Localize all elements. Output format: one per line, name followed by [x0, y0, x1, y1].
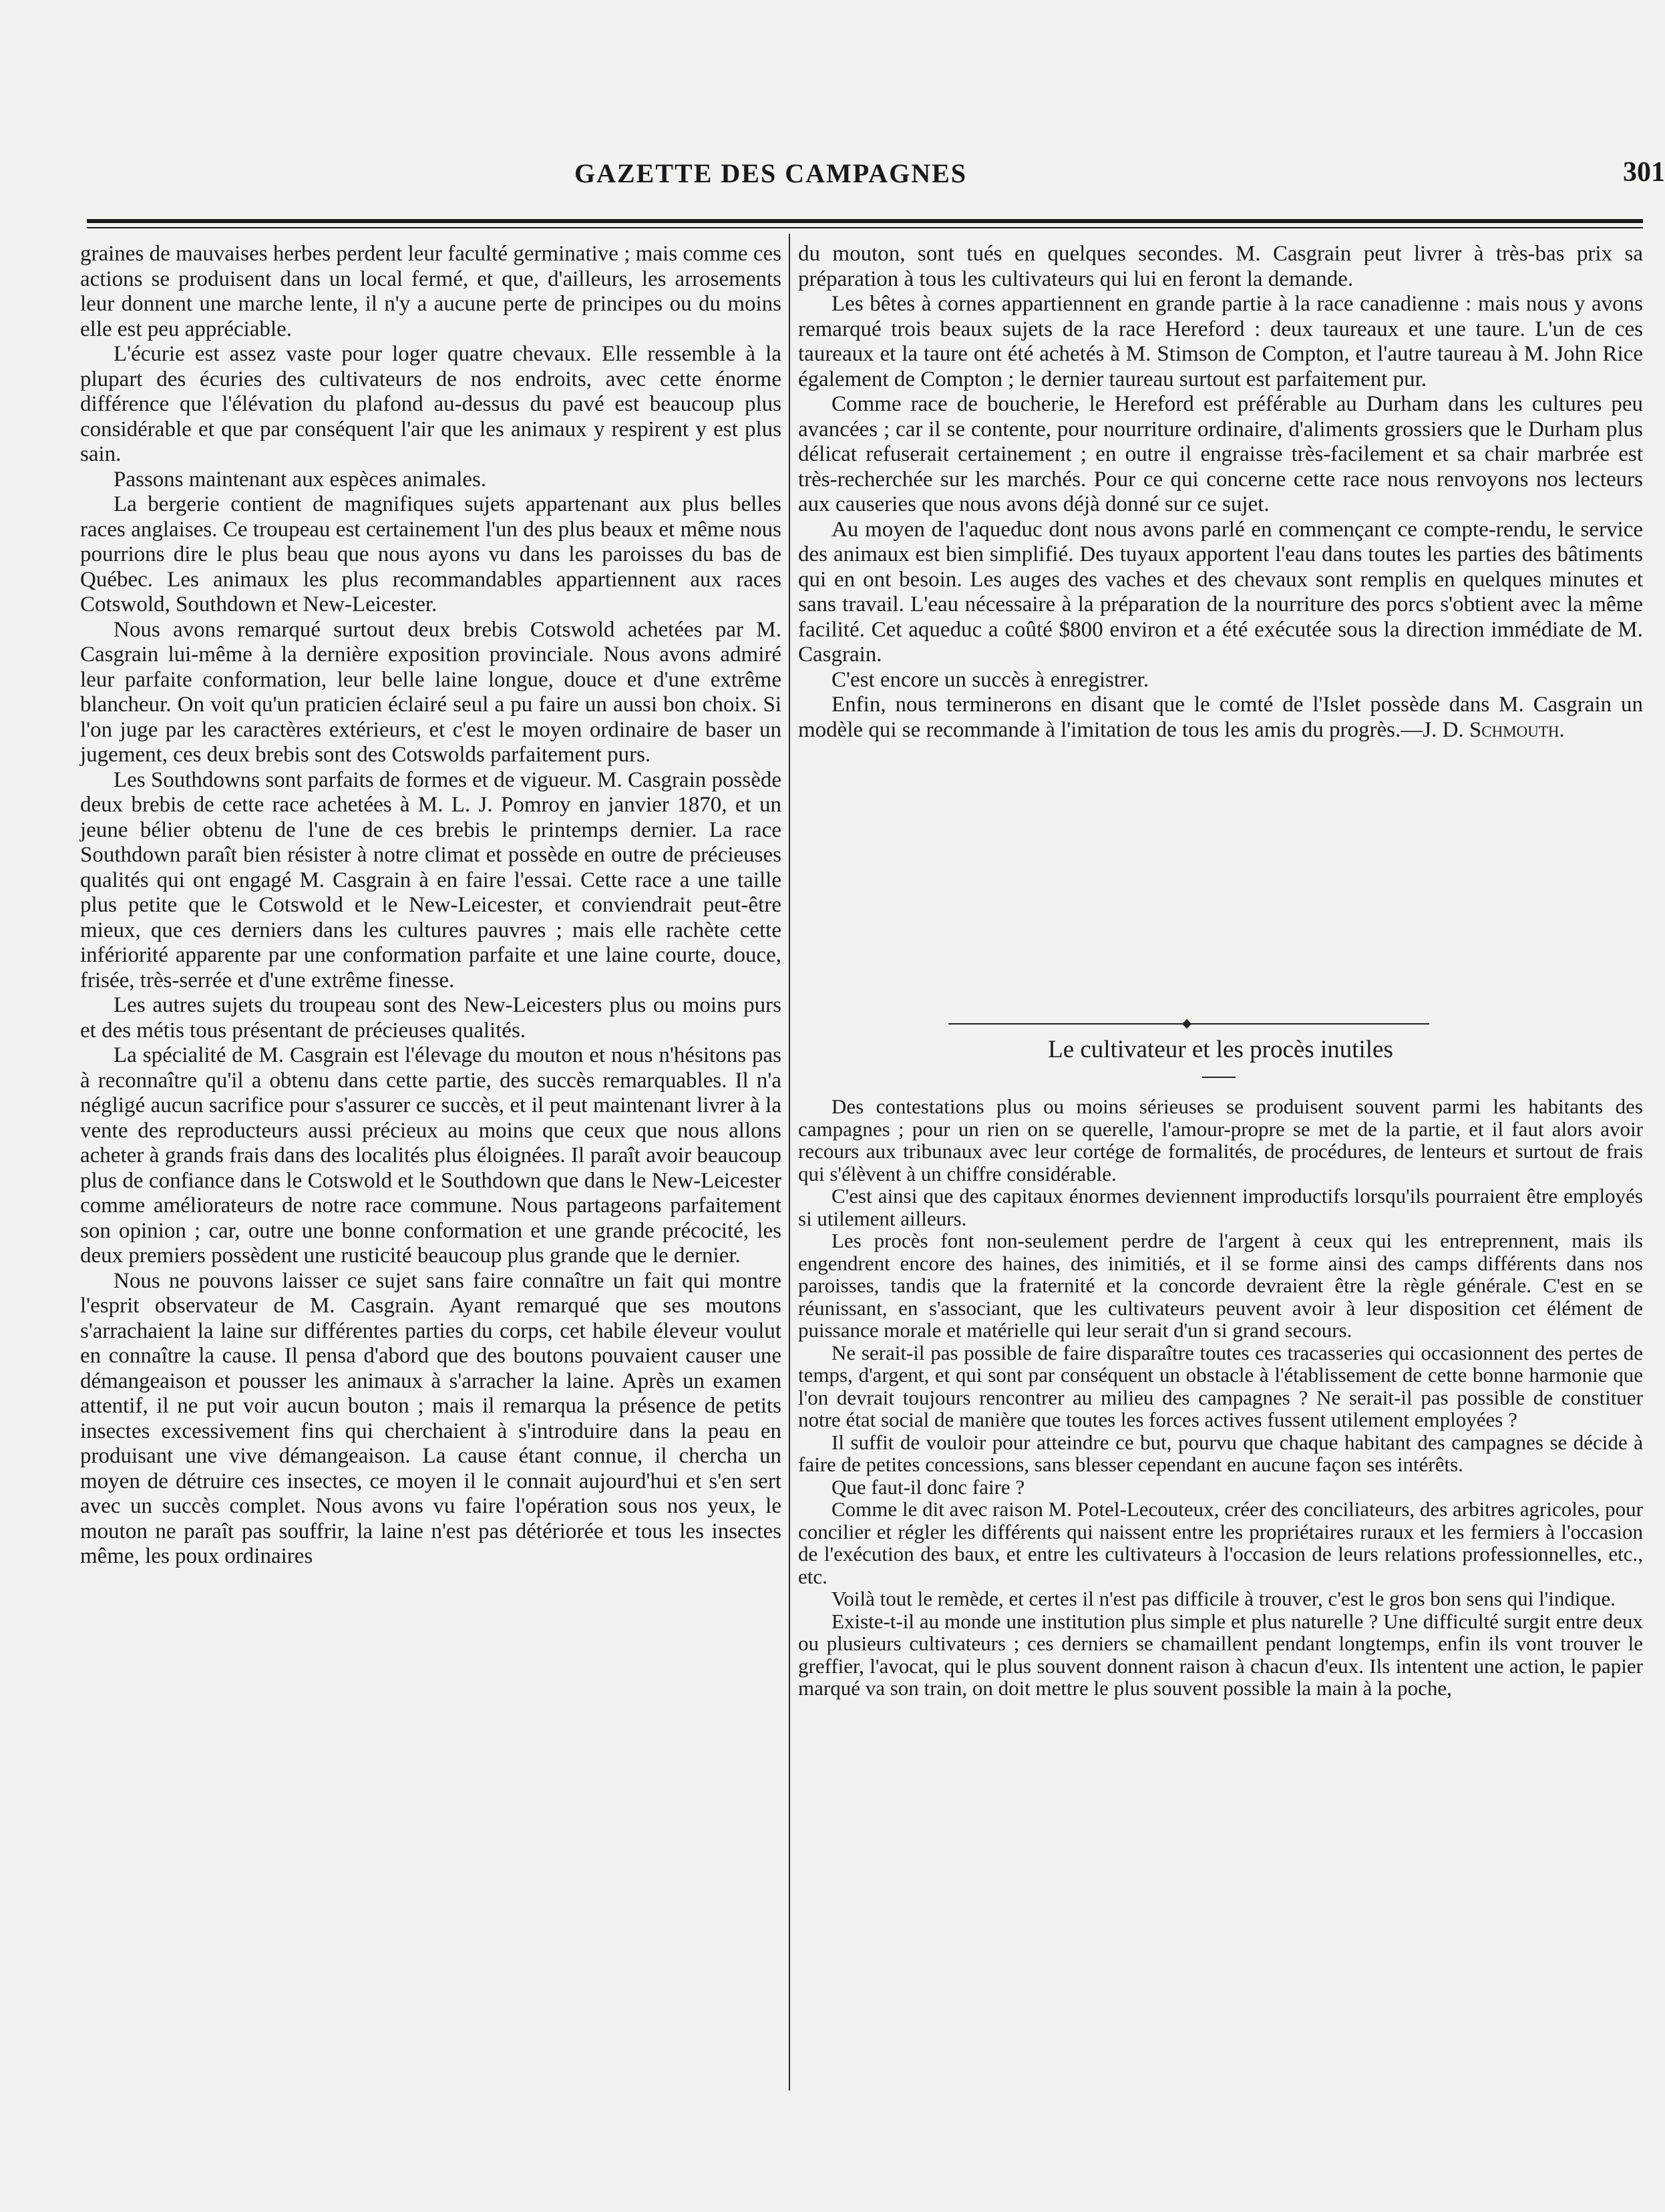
- paragraph: L'écurie est assez vaste pour loger quatre chevaux. Elle ressemble à la plupart des écuries des cultivateurs de nos endroits, avec cette énorme différence que l'élévation du plafond au-dessus du pavé est beaucoup plus considérable et que par conséquent l'air que les animaux y respirent y est plus sain.: [80, 342, 781, 466]
- article-title: Le cultivateur et les procès inutiles: [1048, 1036, 1393, 1063]
- paragraph: du mouton, sont tués en quelques secondes. M. Casgrain peut livrer à très-bas prix sa préparation à tous les cultivateurs qui lui en feront la demande.: [798, 242, 1643, 291]
- page-number: 301: [1623, 157, 1665, 188]
- left-column: [80, 242, 781, 1570]
- running-title: GAZETTE DES CAMPAGNES: [574, 158, 968, 188]
- column-divider: [789, 234, 790, 2090]
- paragraph-with-signature: [798, 693, 1643, 743]
- paragraph: Au moyen de l'aqueduc dont nous avons parlé en commençant ce compte-rendu, le service des animaux est bien simplifié. Des tuyaux apportent l'eau dans toutes les parties des bâtiments qui en ont besoin. Les auges des vaches et des chevaux sont remplis en quelques minutes et sans travail. L'eau nécessaire à la préparation de la nourriture des porcs s'obtient avec la même facilité. Cet aqueduc a coûté $800 environ et a été exécutée sous la direction immédiate de M. Casgrain.: [798, 517, 1643, 667]
- paragraph: Les procès font non-seulement perdre de l'argent à ceux qui les entreprennent, mais ils engendrent encore des haines, des inimitiés, et il se forme ainsi des camps différents dans nos paroisses, tandis que la fraternité et la concorde devraient être la règle générale. C'est en se réunissant, en s'associant, que les cultivateurs peuvent avoir à leur disposition cet élément de puissance morale et matérielle qui leur serait d'un si grand secours.: [798, 1229, 1643, 1342]
- paragraph: Les Southdowns sont parfaits de formes et de vigueur. M. Casgrain possède deux brebis de cette race achetées à M. L. J. Pomroy en janvier 1870, et un jeune bélier obtenu de l'une de ces brebis le printemps dernier. La race Southdown paraît bien résister à notre climat et possède en outre de précieuses qualités qui ont engagé M. Casgrain à en faire l'essai. Cette race a une taille plus petite que le Cotswold et le New-Leicester, et conviendrait peut-être mieux, que ces derniers dans les cultures pauvres ; mais elle rachète cette infériorité apparente par une conformation parfaite et une laine courte, douce, frisée, très-serrée et d'une extrême finesse.: [80, 767, 781, 992]
- paragraph: Comme le dit avec raison M. Potel-Lecouteux, créer des conciliateurs, des arbitres agricoles, pour concilier et régler les différents qui naissent entre les propriétaires ruraux et les fermiers à l'occasion de l'exécution des baux, et entre les cultivateurs à l'occasion de leurs relations professionnelles, etc., etc.: [798, 1497, 1643, 1588]
- paragraph: Nous ne pouvons laisser ce sujet sans faire connaître un fait qui montre l'esprit observateur de M. Casgrain. Ayant remarqué que ses moutons s'arrachaient la laine sur différentes parties du corps, cet habile éleveur voulut en connaître la cause. Il pensa d'abord que des boutons pouvaient causer une démangeaison et pousser les animaux à s'arracher la laine. Après un examen attentif, il ne put voir aucun bouton ; mais il remarqua la présence de petits insectes excessivement fins qui cherchaient à s'introduire dans la peau en produisant une vive démangeaison. La cause étant connue, il chercha un moyen de détruire ces insectes, ce moyen il le connait aujourd'hui et s'en sert avec un succès complet. Nous avons vu faire l'opération sous nos yeux, le mouton ne paraît pas souffrir, la laine n'est pas détériorée et tous les insectes même, les poux ordinaires: [80, 1268, 781, 1568]
- paragraph-text: Enfin, nous terminerons en disant que le comté de l'Islet possède dans M. Casgrain un modèle qui se recommande à l'imitation de tous les amis du progrès.—: [798, 693, 1643, 742]
- paragraph: Comme race de boucherie, le Hereford est préférable au Durham dans les cultures peu avancées ; car il se contente, pour nourriture ordinaire, d'aliments grossiers que le Durham plus délicat refuserait certainement ; en outre il engraisse très-facilement et sa chair marbrée est très-recherchée sur les marchés. Pour ce qui concerne cette race nous renvoyons nos lecteurs aux causeries que nous avons déjà donné sur ce sujet.: [798, 392, 1643, 516]
- right-column-top: [798, 242, 1643, 743]
- author-signature: J. D. Schmouth.: [1423, 717, 1565, 742]
- paragraph: Voilà tout le remède, et certes il n'est pas difficile à trouver, c'est le gros bon sens qui l'indique.: [831, 1587, 1616, 1610]
- title-dash: [1202, 1077, 1236, 1078]
- paragraph: Les autres sujets du troupeau sont des New-Leicesters plus ou moins purs et des métis tous présentant de précieuses qualités.: [80, 993, 781, 1043]
- paragraph: graines de mauvaises herbes perdent leur faculté germinative ; mais comme ces actions se produisent dans un local fermé, et que, d'ailleurs, les arrosements leur donnent une marche lente, il n'y a aucune perte de principes ou du moins elle est peu appréciable.: [80, 242, 781, 341]
- running-head: [87, 152, 1665, 192]
- paragraph: Des contestations plus ou moins sérieuses se produisent souvent parmi les habitants des campagnes ; pour un rien on se querelle, l'amour-propre se met de la partie, et il faut alors avoir recours aux tribunaux avec leur cortége de formalités, de procédures, de lenteurs et surtout de frais qui s'élèvent à un chiffre considérable.: [798, 1095, 1643, 1185]
- paragraph: Nous avons remarqué surtout deux brebis Cotswold achetées par M. Casgrain lui-même à la dernière exposition provinciale. Nous avons admiré leur parfaite conformation, leur belle laine longue, douce et d'une extrême blancheur. On voit qu'un praticien éclairé seul a pu faire un aussi bon choix. Si l'on juge par les caractères extérieurs, et c'est le moyen ordinaire de baser un jugement, ces deux brebis sont des Cotswolds parfaitement purs.: [80, 617, 781, 767]
- paragraph: Ne serait-il pas possible de faire disparaître toutes ces tracasseries qui occasionnent des pertes de temps, d'argent, et qui sont par conséquent un obstacle à l'établissement de cette bonne harmonie que l'on devrait toujours rencontrer au milieu des campagnes ? Ne serait-il pas possible de constituer notre état social de manière que toutes les forces actives fussent utilement employées ?: [798, 1340, 1643, 1431]
- article-separator: [948, 1021, 1429, 1027]
- header-rule-thin: [87, 227, 1643, 228]
- paragraph: Passons maintenant aux espèces animales.: [114, 467, 487, 492]
- paragraph: Les bêtes à cornes appartiennent en grande partie à la race canadienne : mais nous y avons remarqué trois beaux sujets de la race Hereford : deux taureaux et une taure. L'un de ces taureaux et la taure ont été achetés à M. Stimson de Compton, et l'autre taureau à M. John Rice également de Compton ; le dernier taureau surtout est parfaitement pur.: [798, 292, 1643, 391]
- paragraph: C'est encore un succès à enregistrer.: [831, 667, 1149, 692]
- right-column-bottom: [798, 1095, 1643, 1700]
- paragraph: Existe-t-il au monde une institution plus simple et plus naturelle ? Une difficulté surgit entre deux ou plusieurs cultivateurs ; ces derniers se chamaillent pendant longtemps, enfin ils vont trouver le greffier, l'avocat, qui le plus souvent donnent raison à chacun d'eux. Ils intentent une action, le papier marqué va son train, on doit mettre le plus souvent possible la main à la poche,: [798, 1609, 1643, 1700]
- paragraph: La bergerie contient de magnifiques sujets appartenant aux plus belles races anglaises. Ce troupeau est certainement l'un des plus beaux et même nous pourrions dire le plus beau que nous ayons vu dans les paroisses du bas de Québec. Les animaux les plus recommandables appartiennent aux races Cotswold, Southdown et New-Leicester.: [80, 492, 781, 616]
- paragraph: Que faut-il donc faire ?: [831, 1475, 1025, 1499]
- paragraph: Il suffit de vouloir pour atteindre ce but, pourvu que chaque habitant des campagnes se décide à faire de petites concessions, sans blesser cependant en aucune façon ses intérêts.: [798, 1430, 1643, 1476]
- separator-ornament: [1182, 1019, 1191, 1029]
- paragraph: C'est ainsi que des capitaux énormes deviennent improductifs lorsqu'ils pourraient être employés si utilement ailleurs.: [798, 1184, 1643, 1230]
- header-rule-thick: [87, 219, 1643, 223]
- paragraph: La spécialité de M. Casgrain est l'élevage du mouton et nous n'hésitons pas à reconnaître qu'il a obtenu dans cette partie, des succès remarquables. Il n'a négligé aucun sacrifice pour s'assurer ce succès, et il peut maintenant livrer à la vente des reproducteurs aussi précieux au moins que ceux que nous allons acheter à grands frais dans des localités plus éloignées. Il paraît avoir beaucoup plus de confiance dans le Cotswold et le Southdown que dans le New-Leicester comme améliorateurs de notre race commune. Nous partageons parfaitement son opinion ; car, outre une bonne conformation et une grande précocité, les deux premiers possèdent une rusticité beaucoup plus grande que le dernier.: [80, 1043, 781, 1268]
